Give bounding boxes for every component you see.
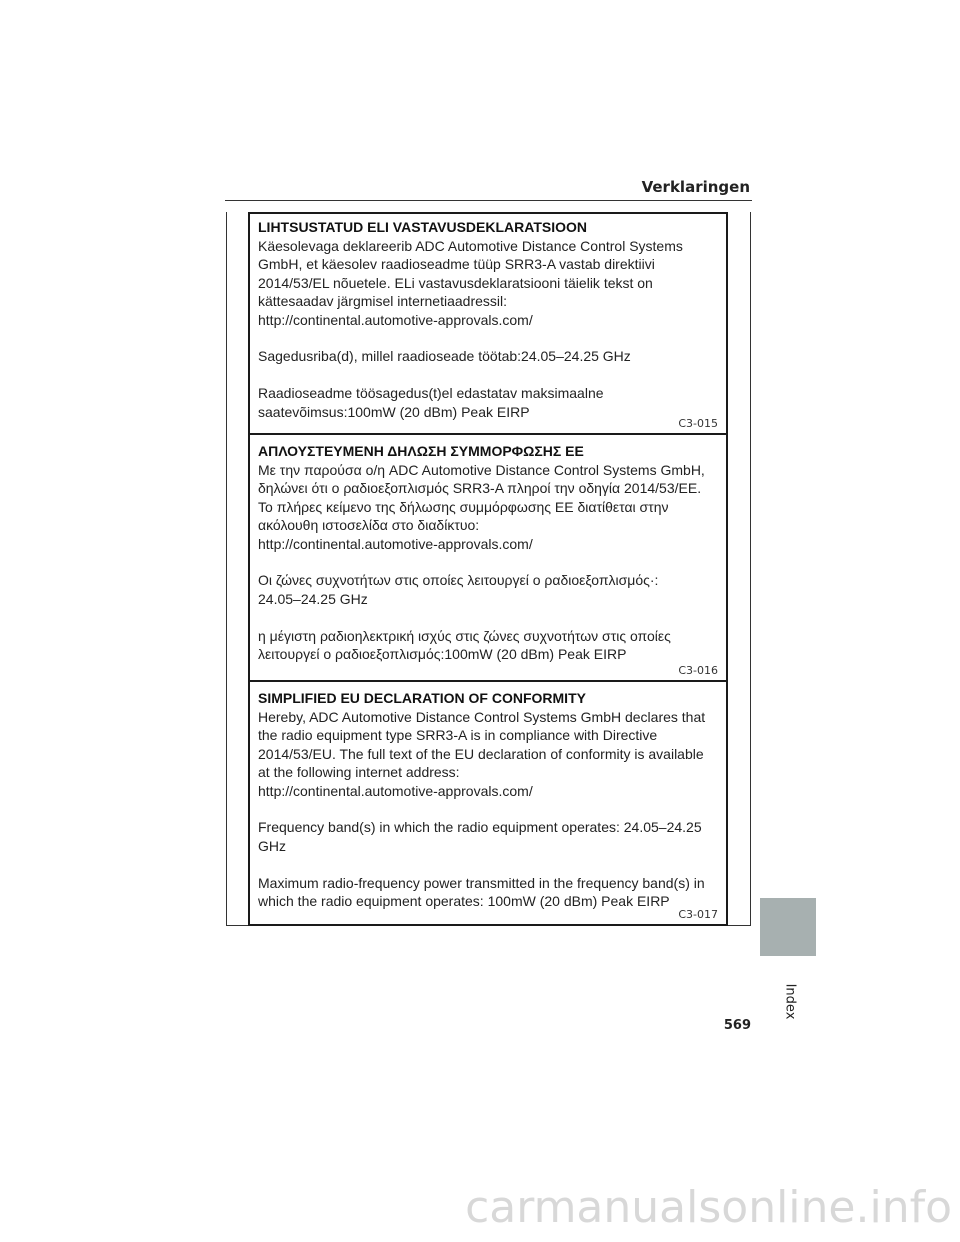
declaration-line: at the following internet address: bbox=[258, 764, 460, 781]
declaration-line: 24.05–24.25 GHz bbox=[258, 591, 368, 608]
declaration-line: which the radio equipment operates: 100mW (20 dBm) Peak EIRP bbox=[258, 893, 670, 910]
index-tab-label: Index bbox=[782, 983, 798, 1020]
declaration-line: Käesolevaga deklareerib ADC Automotive Distance Control Systems bbox=[258, 237, 683, 254]
declaration-line: η μέγιστη ραδιοηλεκτρική ισχύς στις ζώνες συχνοτήτων στις οποίες bbox=[258, 627, 671, 644]
declaration-line: 2014/53/EL nõuetele. ELi vastavusdeklaratsiooni täielik tekst on bbox=[258, 274, 653, 291]
declaration-line: Sagedusriba(d), millel raadioseade töötab:24.05–24.25 GHz bbox=[258, 348, 631, 365]
declaration-box-estonian bbox=[248, 212, 728, 435]
declaration-heading: ΑΠΛΟΥΣΤΕΥΜΕΝΗ ΔΗΛΩΣΗ ΣΥΜΜΟΡΦΩΣΗΣ ΕΕ bbox=[258, 443, 584, 459]
declaration-url: http://continental.automotive-approvals.com/ bbox=[258, 535, 533, 552]
declaration-line: saatevõimsus:100mW (20 dBm) Peak EIRP bbox=[258, 403, 530, 420]
declaration-line: Με την παρούσα ο/η ADC Automotive Distance Control Systems GmbH, bbox=[258, 461, 705, 478]
declaration-url: http://continental.automotive-approvals.com/ bbox=[258, 782, 533, 799]
header-divider bbox=[225, 200, 752, 201]
reference-code: C3-015 bbox=[678, 417, 718, 430]
declaration-url: http://continental.automotive-approvals.com/ bbox=[258, 311, 533, 328]
declaration-box-english bbox=[248, 680, 728, 926]
page-header-title: Verklaringen bbox=[641, 178, 750, 196]
declaration-line: kättesaadav järgmisel internetiaadressil: bbox=[258, 293, 508, 310]
watermark: carmanualsonline.info bbox=[465, 1182, 952, 1233]
declaration-line: δηλώνει ότι ο ραδιοεξοπλισμός SRR3-A πληροί την οδηγία 2014/53/ΕΕ. bbox=[258, 480, 702, 497]
declaration-heading: LIHTSUSTATUD ELI VASTAVUSDEKLARATSIOON bbox=[258, 219, 587, 235]
declaration-box-greek bbox=[248, 433, 728, 682]
declaration-line: 2014/53/EU. The full text of the EU declaration of conformity is available bbox=[258, 745, 704, 762]
reference-code: C3-017 bbox=[678, 908, 718, 921]
declaration-line: GmbH, et käesolev raadioseadme tüüp SRR3-A vastab direktiivi bbox=[258, 256, 655, 273]
index-tab[interactable] bbox=[760, 898, 816, 956]
declaration-line: Οι ζώνες συχνοτήτων στις οποίες λειτουργεί ο ραδιοεξοπλισμός·: bbox=[258, 572, 659, 589]
declaration-line: Frequency band(s) in which the radio equipment operates: 24.05–24.25 bbox=[258, 819, 702, 836]
declaration-line: Hereby, ADC Automotive Distance Control Systems GmbH declares that bbox=[258, 708, 706, 725]
declaration-line: λειτουργεί ο ραδιοεξοπλισμός:100mW (20 dBm) Peak EIRP bbox=[258, 646, 627, 663]
declaration-heading: SIMPLIFIED EU DECLARATION OF CONFORMITY bbox=[258, 690, 586, 706]
declaration-line: ακόλουθη ιστοσελίδα στο διαδίκτυο: bbox=[258, 517, 480, 534]
declaration-line: Το πλήρες κείμενο της δήλωσης συμμόρφωσης ΕΕ διατίθεται στην bbox=[258, 498, 669, 515]
declaration-line: Raadioseadme töösagedus(t)el edastatav maksimaalne bbox=[258, 385, 604, 402]
declaration-line: Maximum radio-frequency power transmitted in the frequency band(s) in bbox=[258, 874, 705, 891]
declaration-line: the radio equipment type SRR3-A is in compliance with Directive bbox=[258, 727, 658, 744]
reference-code: C3-016 bbox=[678, 664, 718, 677]
page-number: 569 bbox=[723, 1018, 751, 1033]
declaration-line: GHz bbox=[258, 838, 286, 855]
